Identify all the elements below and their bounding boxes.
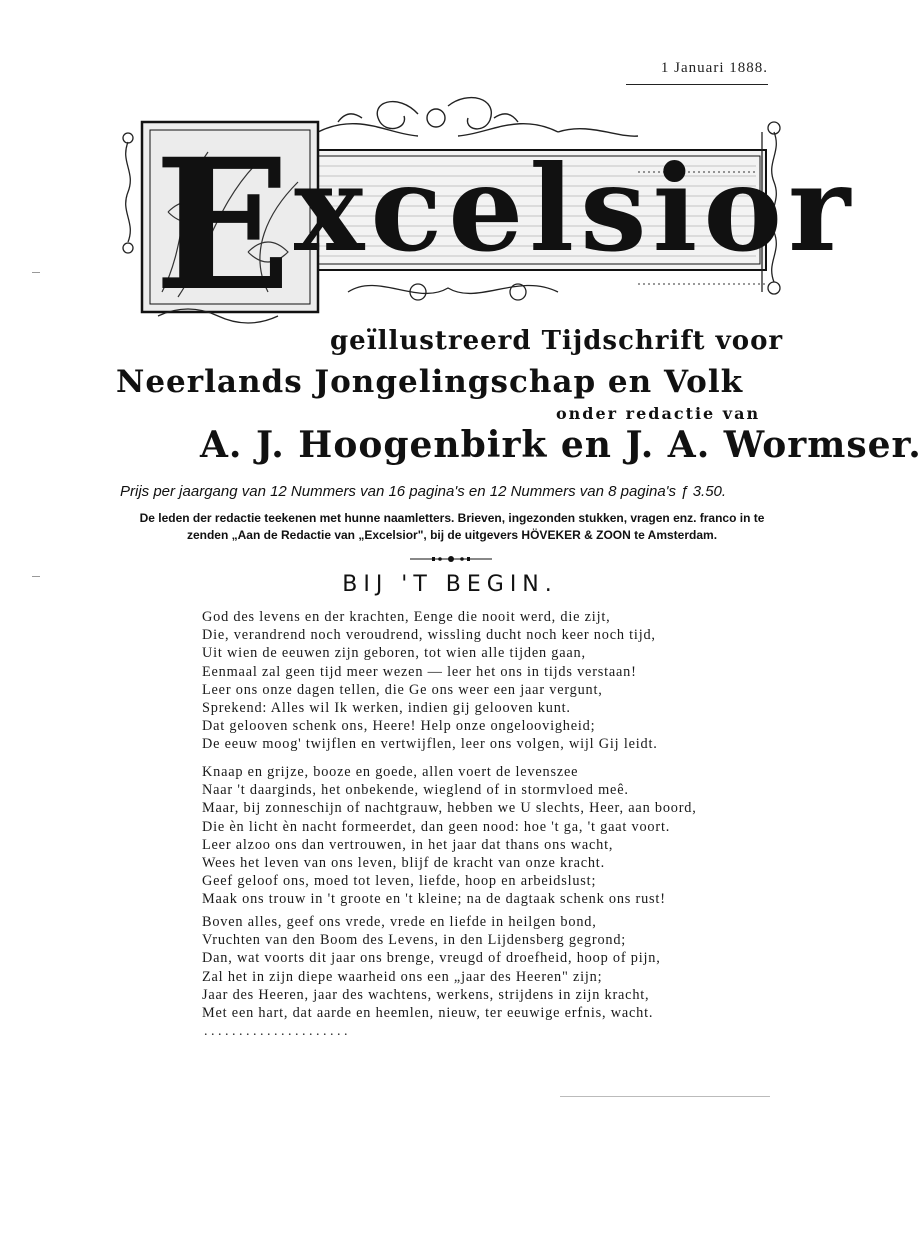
poem-line: Naar 't daarginds, het onbekende, wieglend of in stormvloed meê. — [202, 782, 629, 799]
pricing-text: Prijs per jaargang van 12 Nummers van 16 pagina's en 12 Nummers van 8 pagina's ƒ 3.50. — [120, 483, 727, 500]
margin-mark — [32, 272, 40, 273]
poem-title: BIJ 'T BEGIN. — [342, 572, 558, 597]
subtitle-line-2: Neerlands Jongelingschap en Volk — [116, 364, 744, 400]
editorial-info-line-1: De leden der redactie teekenen met hunne naamletters. Brieven, ingezonden stukken, vragen enz. franco in te — [139, 511, 765, 525]
title-initial: E — [154, 120, 292, 331]
faint-rule — [560, 1096, 770, 1097]
divider-ornament-icon — [410, 554, 492, 564]
poem-line: De eeuw moog' twijflen en vertwijflen, leer ons volgen, wijl Gij leidt. — [202, 736, 658, 753]
poem-line: Vruchten van den Boom des Levens, in den Lijdensberg gegrond; — [202, 932, 627, 949]
poem-line: Wees het leven van ons leven, blijf de kracht van onze kracht. — [202, 855, 605, 872]
poem-line: Sprekend: Alles wil Ik werken, indien gij gelooven kunt. — [202, 700, 571, 717]
poem-line: Dan, wat voorts dit jaar ons brenge, vreugd of droefheid, hoop of pijn, — [202, 950, 661, 967]
poem-line: Knaap en grijze, booze en goede, allen voert de levenszee — [202, 764, 579, 780]
poem-line: Eenmaal zal geen tijd meer wezen — leer het ons in tijds verstaan! — [202, 663, 637, 680]
poem-line: God des levens en der krachten, Eenge die nooit werd, die zijt, — [202, 609, 611, 625]
poem-line: Maar, bij zonneschijn of nachtgrauw, hebben we U slechts, Heer, aan boord, — [202, 800, 697, 817]
poem-line: Leer alzoo ons dan vertrouwen, in het jaar dat thans ons wacht, — [202, 836, 614, 853]
poem-stanza-3 — [202, 913, 762, 1022]
editorial-info — [96, 510, 808, 544]
poem-line: Die, verandrend noch veroudrend, wissling ducht noch keer noch tijd, — [202, 627, 656, 644]
issue-date: 1 Januari 1888. — [660, 60, 768, 76]
masthead — [118, 92, 857, 331]
poem-line: Met een hart, dat aarde en heemlen, nieuw, ter eeuwige erfnis, wacht. — [202, 1005, 654, 1022]
poem-stanza-2 — [202, 763, 762, 909]
margin-mark — [32, 576, 40, 577]
poem-stanza-1 — [202, 608, 762, 754]
title-rest: xcelsior — [294, 139, 857, 278]
masthead-ornament-icon — [118, 92, 857, 331]
poem-line: Uit wien de eeuwen zijn geboren, tot wien alle tijden gaan, — [202, 645, 586, 662]
poem-line: Geef geloof ons, moed tot leven, liefde, hoop en arbeidslust; — [202, 873, 597, 890]
poem-line: Zal het in zijn diepe waarheid ons een „jaar des Heeren" zijn; — [202, 968, 603, 985]
poem-line: Boven alles, geef ons vrede, vrede en liefde in heilgen bond, — [202, 914, 597, 930]
poem-line: Leer ons onze dagen tellen, die Ge ons weer een jaar vergunt, — [202, 681, 603, 698]
poem-line: Jaar des Heeren, jaar des wachtens, werkens, strijdens in zijn kracht, — [202, 986, 650, 1003]
poem-line: Maak ons trouw in 't groote en 't kleine; na de dagtaak schenk ons rust! — [202, 891, 666, 908]
poem-line: Die èn licht èn nacht formeerdet, dan geen nood: hoe 't ga, 't gaat voort. — [202, 818, 671, 835]
poem-end-dots: . . . . . . . . . . . . . . . . . . . . . — [204, 1024, 348, 1039]
editorial-info-line-2: zenden „Aan de Redactie van „Excelsior", bij de uitgevers HÖVEKER & ZOON te Amsterdam. — [186, 528, 718, 542]
date-rule — [626, 84, 768, 85]
subtitle-editors: A. J. Hoogenbirk en J. A. Wormser. — [200, 424, 922, 466]
poem-line: Dat gelooven schenk ons, Heere! Help onze ongeloovigheid; — [202, 718, 596, 735]
subtitle-line-1: geïllustreerd Tijdschrift voor — [330, 326, 784, 356]
subtitle-line-3: onder redactie van — [556, 404, 761, 423]
